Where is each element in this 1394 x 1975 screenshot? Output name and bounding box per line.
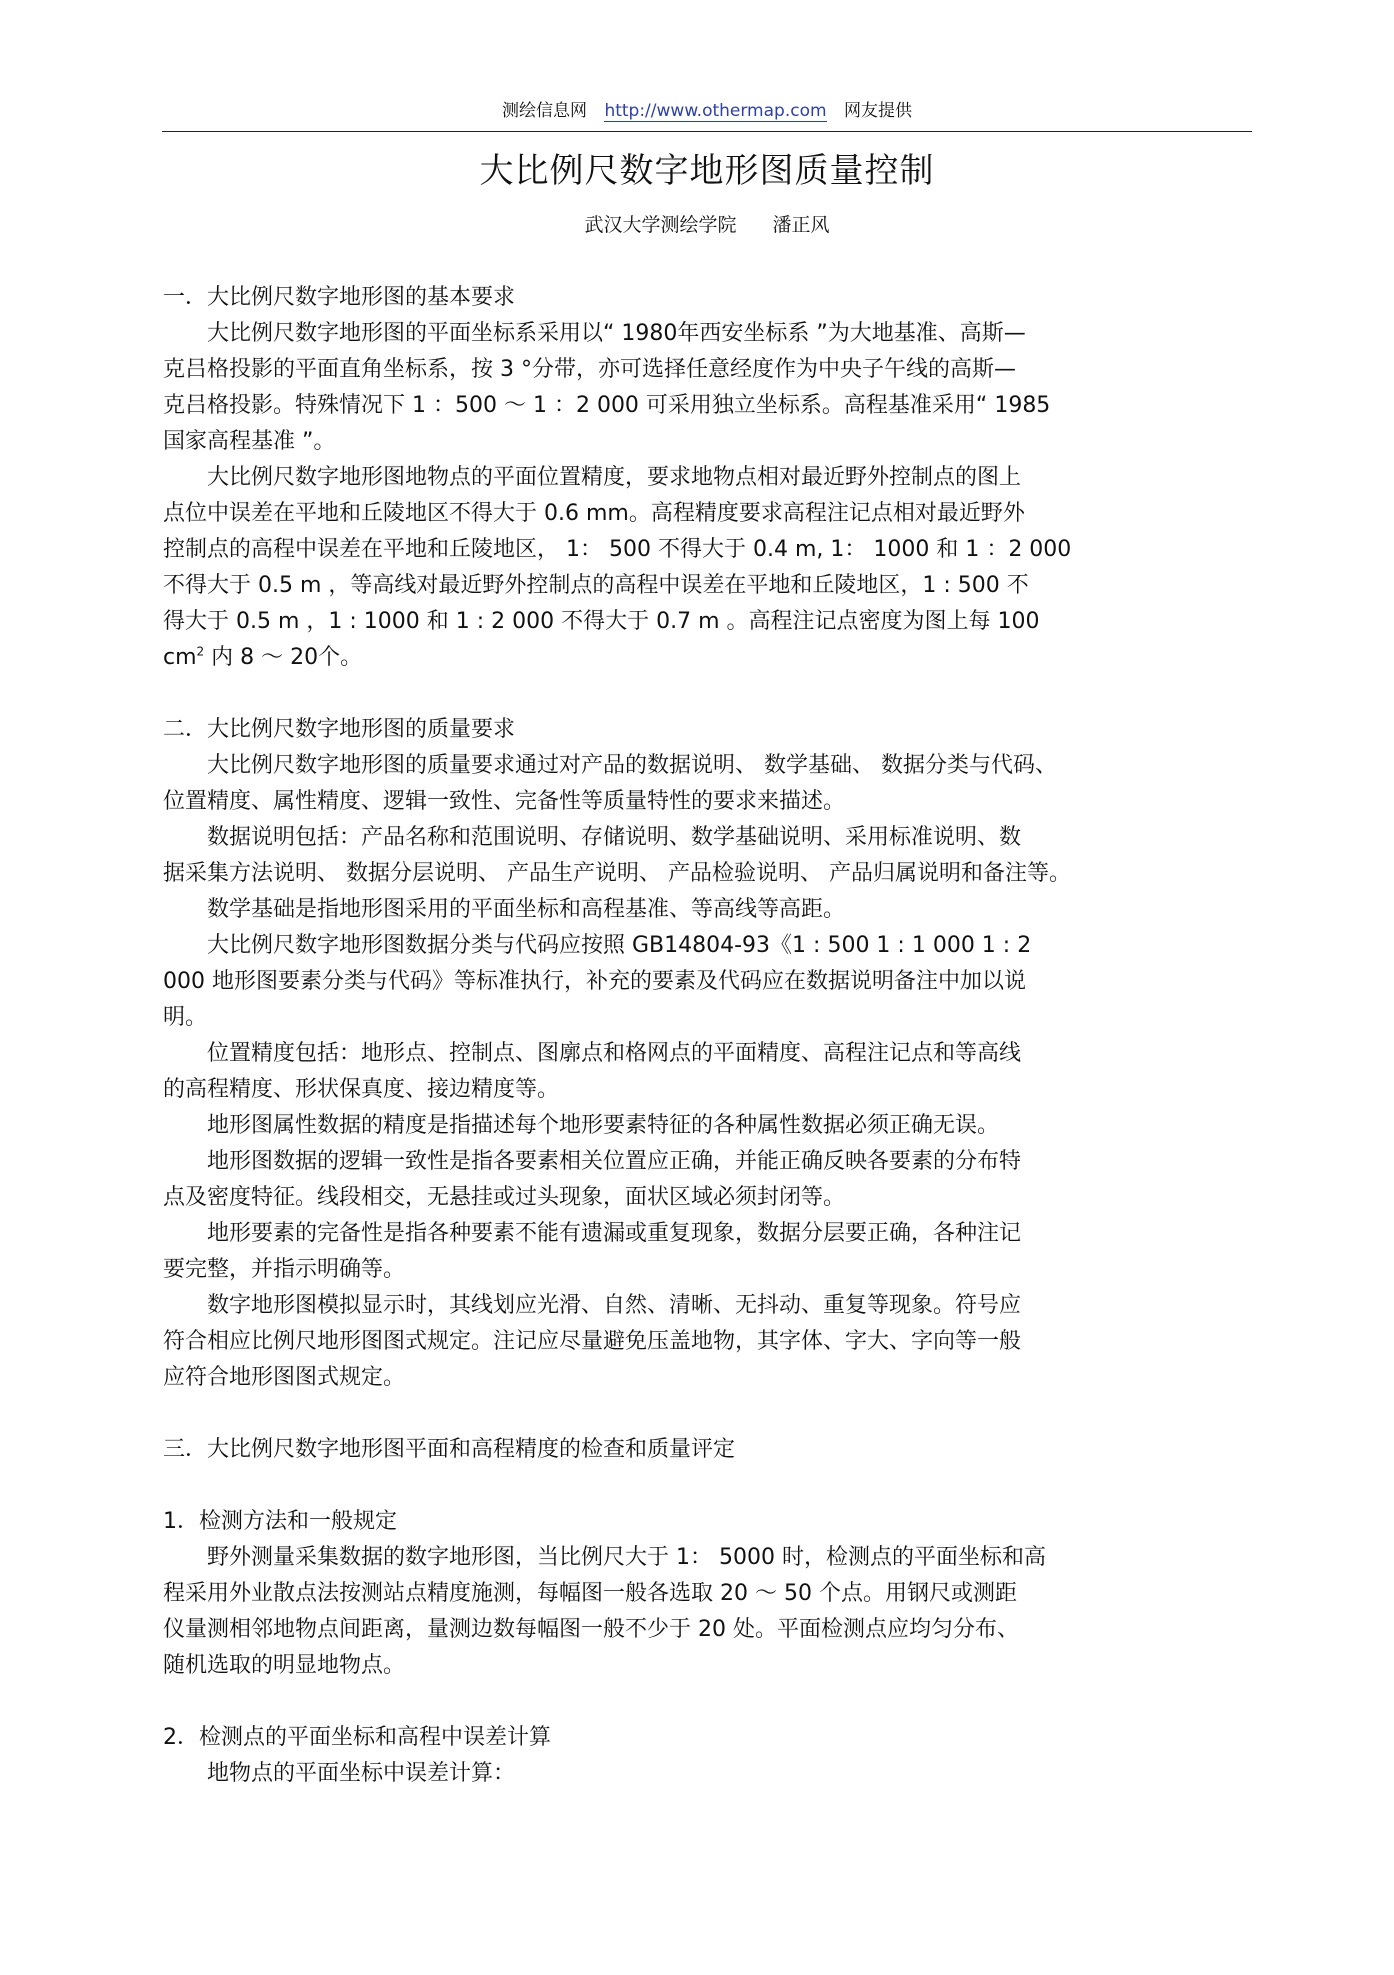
text-line: 据采集方法说明、 数据分层说明、 产品生产说明、 产品检验说明、 产品归属说明和备注等。	[163, 861, 1071, 886]
paragraph	[163, 820, 1263, 892]
page-header	[162, 98, 1252, 124]
paragraph	[163, 1288, 1263, 1396]
paragraph	[163, 748, 1263, 820]
text-line	[163, 640, 1263, 676]
text-line: 仪量测相邻地物点间距离，量测边数每幅图一般不少于 20 处。平面检测点应均匀分布、	[163, 1617, 1019, 1642]
text-line: 大比例尺数字地形图数据分类与代码应按照 GB14804-93《1 : 500 1 : 1 000 1 : 2	[207, 933, 1032, 958]
text-line: 地形图数据的逻辑一致性是指各要素相关位置应正确，并能正确反映各要素的分布特	[207, 1149, 1022, 1174]
spacer	[163, 1396, 1263, 1432]
spacer	[163, 676, 1263, 712]
header-divider	[162, 131, 1252, 132]
paragraph	[163, 1216, 1263, 1288]
document-title: 大比例尺数字地形图质量控制	[479, 151, 935, 191]
subsection-heading: 2．检测点的平面坐标和高程中误差计算	[163, 1725, 551, 1750]
section-heading: 二．大比例尺数字地形图的质量要求	[163, 717, 516, 742]
text-fragment: 内 8 ～ 20个。	[204, 645, 363, 670]
text-line: 数据说明包括：产品名称和范围说明、存储说明、数学基础说明、采用标准说明、数	[207, 825, 1022, 850]
text-line: 符合相应比例尺地形图图式规定。注记应尽量避免压盖地物，其字体、字大、字向等一般	[163, 1329, 1022, 1354]
author-affiliation: 武汉大学测绘学院	[584, 214, 737, 236]
document-body	[163, 280, 1263, 1792]
text-line: 随机选取的明显地物点。	[163, 1653, 406, 1678]
text-line: 数学基础是指地形图采用的平面坐标和高程基准、等高线等高距。	[207, 897, 846, 922]
paragraph	[163, 460, 1263, 676]
text-line: 地形图属性数据的精度是指描述每个地形要素特征的各种属性数据必须正确无误。	[207, 1113, 1000, 1138]
paragraph	[163, 1756, 1263, 1792]
text-line: 野外测量采集数据的数字地形图，当比例尺大于 1： 5000 时，检测点的平面坐标和高	[207, 1545, 1046, 1570]
paragraph	[163, 316, 1263, 460]
superscript: 2	[196, 644, 205, 659]
text-line: 国家高程基准 ”。	[163, 429, 336, 454]
paragraph	[163, 928, 1263, 1036]
author-name: 潘正风	[772, 214, 830, 236]
text-line: 克吕格投影。特殊情况下 1 ：500 ～ 1 ：2 000 可采用独立坐标系。高程基准采用“ 1985	[163, 393, 1051, 418]
text-line: 控制点的高程中误差在平地和丘陵地区， 1： 500 不得大于 0.4 m, 1： 1000 和 1 ：2 000	[163, 537, 1072, 562]
text-line: 要完整，并指示明确等。	[163, 1257, 406, 1282]
text-line: 000 地形图要素分类与代码》等标准执行，补充的要素及代码应在数据说明备注中加以说	[163, 969, 1026, 994]
paragraph	[163, 1540, 1263, 1684]
text-line: 大比例尺数字地形图的平面坐标系采用以“ 1980年西安坐标系 ”为大地基准、高斯—	[207, 321, 1026, 346]
text-line: 的高程精度、形状保真度、接边精度等。	[163, 1077, 560, 1102]
text-line: 克吕格投影的平面直角坐标系，按 3 °分带，亦可选择任意经度作为中央子午线的高斯—	[163, 357, 1016, 382]
text-line: 程采用外业散点法按测站点精度施测，每幅图一般各选取 20 ～ 50 个点。用钢尺或测距	[163, 1581, 1017, 1606]
paragraph	[163, 892, 1263, 928]
header-site-name: 测绘信息网	[502, 101, 588, 121]
text-line: 地形要素的完备性是指各种要素不能有遗漏或重复现象，数据分层要正确，各种注记	[207, 1221, 1022, 1246]
text-line: 得大于 0.5 m ，1 : 1000 和 1 : 2 000 不得大于 0.7 m 。高程注记点密度为图上每 100	[163, 609, 1040, 634]
paragraph	[163, 1108, 1263, 1144]
spacer	[163, 1468, 1263, 1504]
spacer	[163, 1684, 1263, 1720]
unit-text: cm	[163, 645, 197, 670]
text-line: 点位中误差在平地和丘陵地区不得大于 0.6 mm。高程精度要求高程注记点相对最近野外	[163, 501, 1025, 526]
author-line	[162, 210, 1252, 240]
header-url-link[interactable]: http://www.othermap.com	[604, 101, 827, 121]
text-line: 地物点的平面坐标中误差计算：	[207, 1761, 516, 1786]
text-line: 应符合地形图图式规定。	[163, 1365, 406, 1390]
text-line: 位置精度、属性精度、逻辑一致性、完备性等质量特性的要求来描述。	[163, 789, 846, 814]
subsection-heading: 1．检测方法和一般规定	[163, 1509, 397, 1534]
header-suffix: 网友提供	[843, 101, 912, 121]
paragraph	[163, 1036, 1263, 1108]
paragraph	[163, 1144, 1263, 1216]
text-line: 点及密度特征。线段相交，无悬挂或过头现象，面状区域必须封闭等。	[163, 1185, 846, 1210]
text-line: 不得大于 0.5 m ，等高线对最近野外控制点的高程中误差在平地和丘陵地区，1 : 500 不	[163, 573, 1029, 598]
text-line: 位置精度包括：地形点、控制点、图廓点和格网点的平面精度、高程注记点和等高线	[207, 1041, 1022, 1066]
text-line: 大比例尺数字地形图地物点的平面位置精度，要求地物点相对最近野外控制点的图上	[207, 465, 1022, 490]
section-heading: 三．大比例尺数字地形图平面和高程精度的检查和质量评定	[163, 1437, 736, 1462]
text-line: 数字地形图模拟显示时，其线划应光滑、自然、清晰、无抖动、重复等现象。符号应	[207, 1293, 1022, 1318]
text-line: 大比例尺数字地形图的质量要求通过对产品的数据说明、 数学基础、 数据分类与代码、	[207, 753, 1057, 778]
text-line: 明。	[163, 1005, 208, 1030]
section-heading: 一．大比例尺数字地形图的基本要求	[163, 285, 516, 310]
